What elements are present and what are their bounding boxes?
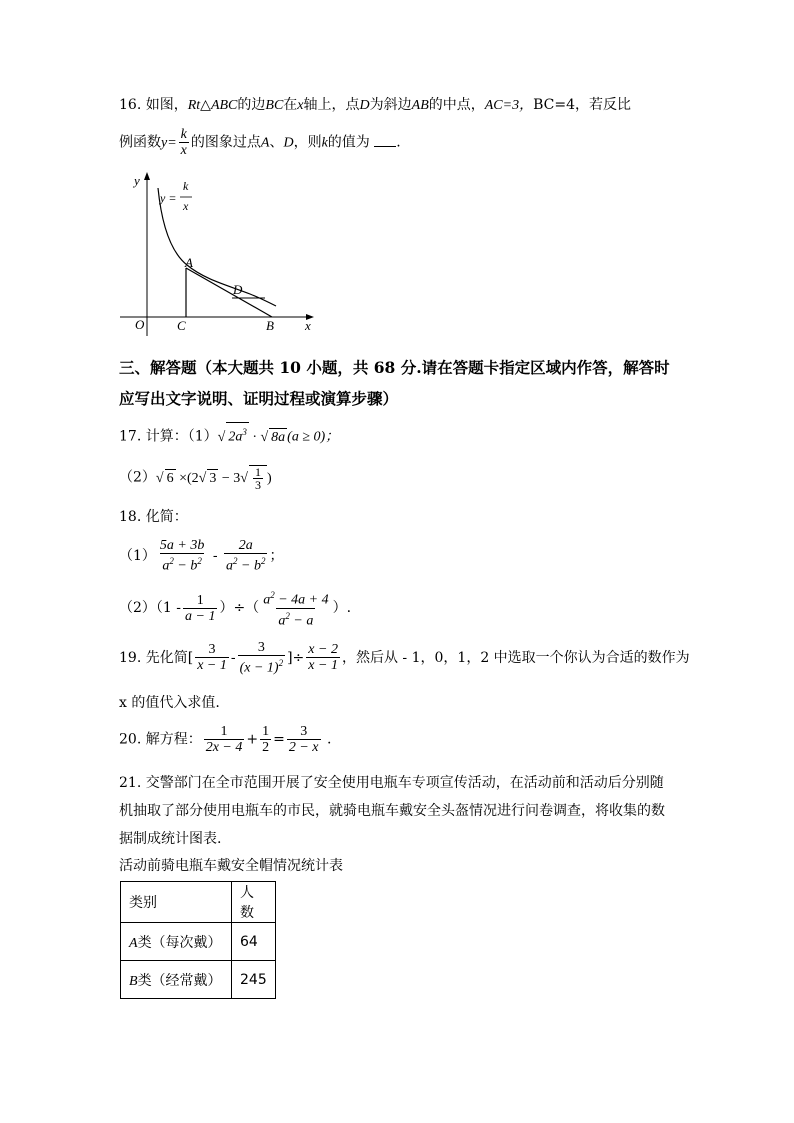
frac-numerator: k <box>180 127 187 142</box>
q16-text: . <box>396 134 401 151</box>
category-letter: B <box>129 973 138 989</box>
point-b-label: B <box>266 318 274 333</box>
frac-3-over-2-x: $\frac{3}{2 - x}$ <box>288 724 319 755</box>
q19-mid: ]÷ <box>287 649 305 666</box>
k-var: k <box>321 135 328 151</box>
q18-part2 <box>119 588 351 628</box>
q17-label: 17. 计算：（1） <box>119 428 218 445</box>
function-label-k: k <box>183 179 189 193</box>
frac-denominator: x <box>180 143 187 158</box>
d-label: D <box>359 98 370 113</box>
y-axis-label: y <box>134 173 140 188</box>
q16-text: 的值为 <box>327 134 370 151</box>
answer-blank <box>374 134 396 147</box>
expr-sqrt-2a3-times-sqrt-8a: √ $2a^3$ · √ 8a <box>218 430 288 445</box>
frac-3-over-x-1-sq: $\frac{3}{(x - 1)^2}$ <box>239 640 284 676</box>
q17-line2 <box>119 465 272 491</box>
q19-line1: 19. 先化简[ $\frac{3}{x - 1}$ - $\frac{3}{(x - 1)^2}$ ]÷ $\frac{x - 2}{x - 1}$ ，然后从 - 1，0，1，2 中选取一个你认为合适的数作为 <box>119 640 690 676</box>
q17-part2-label: （2） <box>119 469 156 486</box>
q16-text: 的中点， <box>428 97 485 113</box>
frac-3-over-x-1: $\frac{3}{x - 1}$ <box>197 642 227 674</box>
q17-line1 <box>119 422 339 447</box>
abc-label: ABC <box>210 98 238 113</box>
frac-2a: $\frac{2a}{a^2 - b^2}$ <box>226 538 266 574</box>
frac-5a3b: $\frac{5a + 3b}{a^2 - b^2}$ <box>159 538 205 574</box>
hyperbola-curve <box>158 188 276 306</box>
q20-line: 20. 解方程： $\frac{1}{2x - 4}$ + $\frac{1}{2}$ = $\frac{3}{2 - x}$ . <box>119 724 332 755</box>
bc-label: BC <box>265 98 284 113</box>
category-letter: A <box>129 935 138 951</box>
bc-equation: BC=4，若反比 <box>533 97 631 113</box>
d-label: D <box>283 135 294 151</box>
y-equals: y= <box>161 135 177 151</box>
q16-text: 在 <box>283 97 298 113</box>
q19-line2: x 的值代入求值. <box>119 695 220 711</box>
q18-part2-end: ）. <box>332 600 352 617</box>
header-count: 人数 <box>232 882 276 923</box>
frac-x-2-over-x-1: $\frac{x - 2}{x - 1}$ <box>308 642 338 674</box>
row-category <box>121 961 232 999</box>
row-count: 64 <box>232 923 276 961</box>
category-text: 类（经常戴） <box>137 972 222 989</box>
row-category <box>121 923 232 961</box>
origin-label: O <box>135 317 145 332</box>
q21-line3: 据制成统计图表. <box>119 831 222 847</box>
q20-end: . <box>326 731 332 748</box>
function-label-y: y = <box>160 191 177 205</box>
section3-line1: 三、解答题（本大题共 10 小题，共 68 分.请在答题卡指定区域内作答，解答时 <box>119 358 670 377</box>
q19-end: ，然后从 - 1，0，1，2 中选取一个你认为合适的数作为 <box>341 649 690 666</box>
function-label-x: x <box>183 199 189 213</box>
expr-sqrt6-times: √ 6 ×(2√ 3 − 3√ $\frac{1}{3}$ ) <box>155 465 272 492</box>
section3-line2: 应写出文字说明、证明过程或演算步骤） <box>119 389 399 408</box>
q18-part1-label: （1） <box>119 547 156 564</box>
q16-text: 为斜边 <box>369 97 412 113</box>
k-over-x-fraction <box>179 127 189 158</box>
q21-line1: 21. 交警部门在全市范围开展了安全使用电瓶车专项宣传活动，在活动前和活动后分别随 <box>119 775 664 791</box>
q16-text: 16. 如图， <box>119 97 188 113</box>
q16-text: 的图象过点 <box>190 134 261 151</box>
header-category: 类别 <box>121 882 232 923</box>
point-d-label: D <box>233 282 243 297</box>
x-axis-label: x <box>305 318 311 333</box>
q18-label: 18. 化简： <box>119 509 188 525</box>
q20-label: 20. 解方程： <box>119 731 202 748</box>
table-row <box>121 961 276 999</box>
q19-label: 19. 先化简[ <box>119 649 194 666</box>
category-text: 类（每次戴） <box>137 934 222 951</box>
y-axis-arrow <box>144 172 150 180</box>
ac-equation: AC=3， <box>484 98 534 113</box>
q18-part2-mid: ）÷（ <box>219 600 260 617</box>
row-count: 245 <box>232 961 276 999</box>
point-c-label: C <box>177 318 186 333</box>
stats-table <box>120 881 276 999</box>
hyperbola-figure <box>120 168 320 338</box>
frac-1-over-2x-4: $\frac{1}{2x - 4}$ <box>205 724 243 755</box>
frac-a2-4a-4: $\frac{a^2 - 4a + 4}{a^2 - a}$ <box>263 590 329 629</box>
ab-label: AB <box>411 98 429 113</box>
frac-1-over-2: $\frac{1}{2}$ <box>262 724 270 755</box>
table-title: 活动前骑电瓶车戴安全帽情况统计表 <box>119 858 343 874</box>
q16-text: 轴上，点 <box>303 97 360 113</box>
a-label: A <box>260 135 270 151</box>
q18-part2-label: （2）（1 - <box>119 600 181 617</box>
q16-text: 例函数 <box>119 134 161 151</box>
x-var: x <box>297 98 304 113</box>
q18-part1: （1） $\frac{5a + 3b}{a^2 - b^2}$ - $\frac{2a}{a^2 - b^2}$ ； <box>119 538 284 574</box>
segment-ab <box>186 268 272 317</box>
frac-1-over-a-1: $\frac{1}{a - 1}$ <box>185 592 216 624</box>
q16-line2 <box>119 127 401 158</box>
triangle-symbol: △ <box>200 97 211 113</box>
q18-part1-end: ； <box>269 547 284 564</box>
q16-text: 、 <box>269 134 284 151</box>
q16-text: ，则 <box>293 134 322 151</box>
q17-condition: (a ≥ 0)； <box>287 429 340 445</box>
q16-text: 的边 <box>237 97 266 113</box>
table-header-row <box>121 882 276 923</box>
q21-line2: 机抽取了部分使用电瓶车的市民，就骑电瓶车戴安全头盔情况进行问卷调查，将收集的数 <box>119 803 665 819</box>
rt-label: Rt <box>187 98 201 113</box>
point-a-label: A <box>185 255 193 270</box>
q16-line1 <box>119 96 631 115</box>
table-row <box>121 923 276 961</box>
